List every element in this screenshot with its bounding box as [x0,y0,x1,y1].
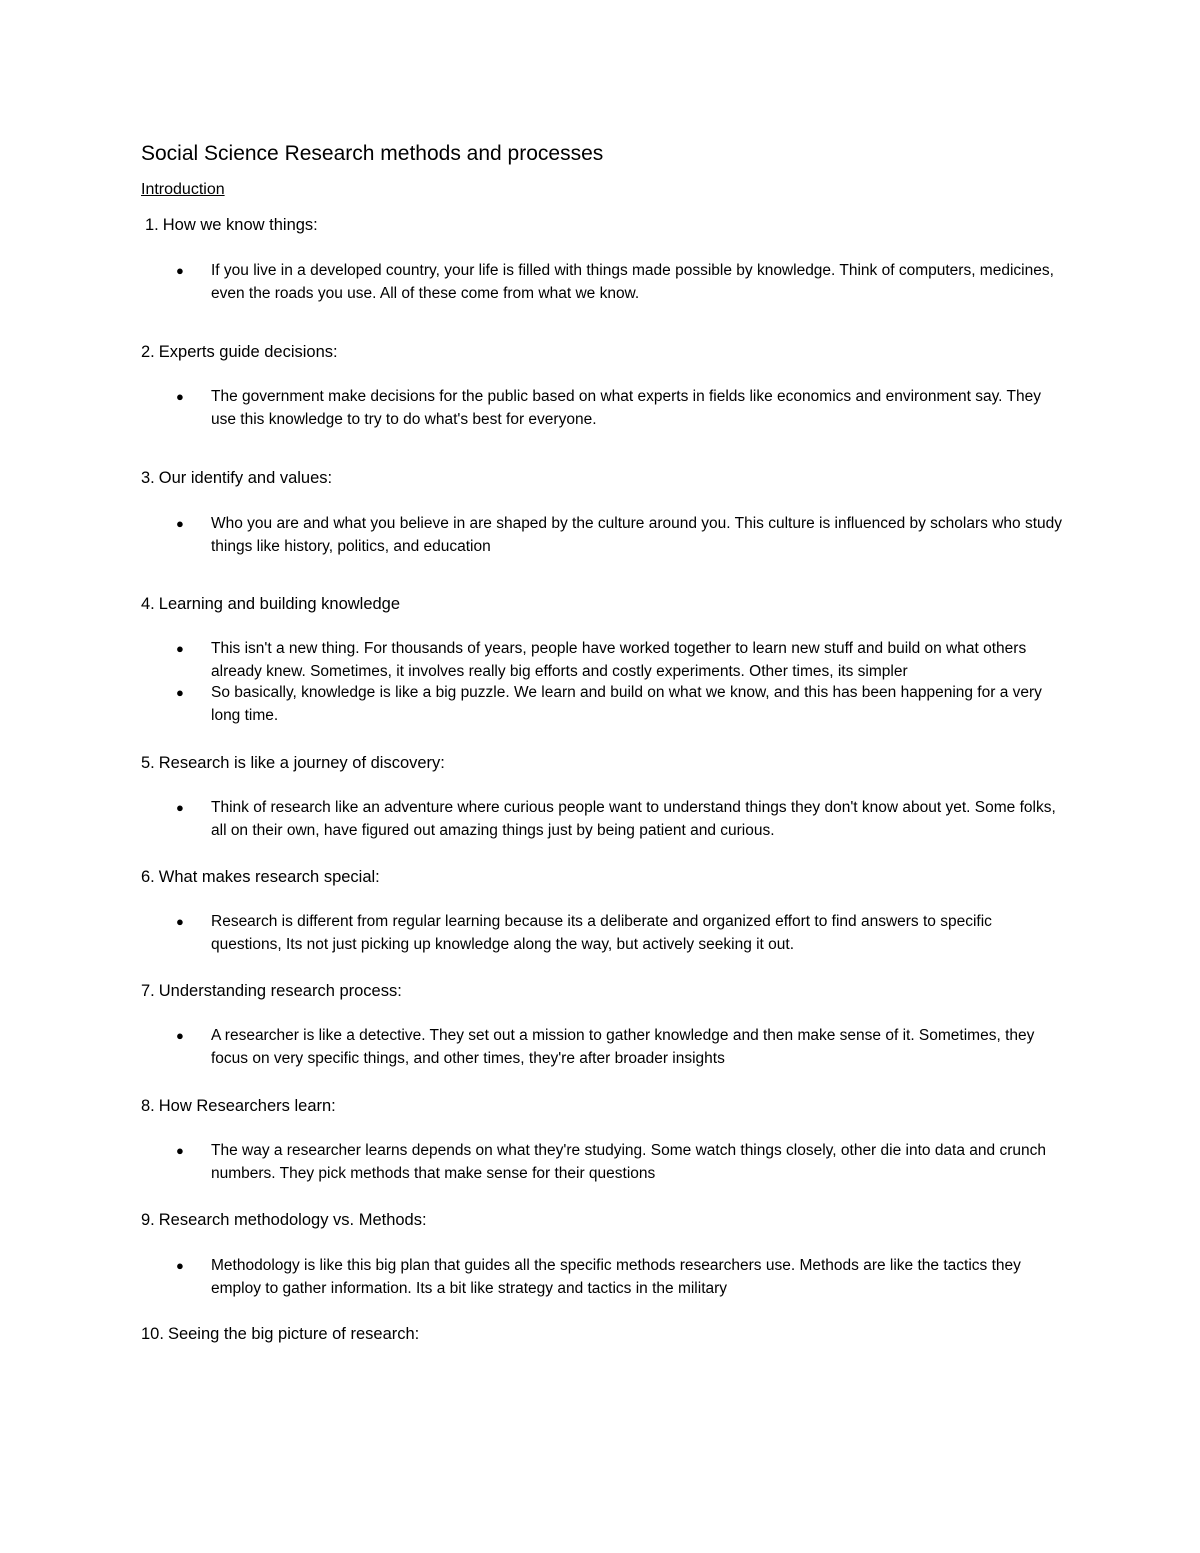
section-number: 4. [141,595,155,613]
bullet-dot-icon: ● [176,1143,184,1158]
bullet-item [176,638,1066,683]
bullet-text: Research is different from regular learning because its a deliberate and organized effort to find answers to specific questions, Its not just picking up knowledge along the way, but actively seeking it out. [211,913,992,953]
section-number: 6. [141,868,155,886]
bullet-dot-icon: ● [176,389,184,404]
section-heading-text: Research methodology vs. Methods: [158,1211,427,1229]
section-heading-text: Experts guide decisions: [158,343,338,361]
section-heading-text: What makes research special: [158,868,380,886]
bullet-text: So basically, knowledge is like a big puzzle. We learn and build on what we know, and this has been happening for a very long time. [211,684,1042,724]
bullet-dot-icon: ● [176,516,184,531]
section-heading-text: Learning and building knowledge [158,595,401,613]
section-number: 5. [141,754,155,772]
section-heading [141,1323,419,1345]
bullet-item [176,797,1066,842]
bullet-text: Think of research like an adventure where curious people want to understand things they don't know about yet. Some folks, all on their own, have figured out amazing things just by being patient and curious. [211,799,1056,839]
bullet-item [176,260,1066,305]
section-heading [141,866,380,888]
document-subtitle: Introduction [141,181,225,198]
bullet-dot-icon: ● [176,1028,184,1043]
section-heading [141,1095,336,1117]
bullet-text: Methodology is like this big plan that guides all the specific methods researchers use. Methods are like the tactics they employ to gather information. Its a bit like strategy and tactics in the military [211,1257,1021,1297]
section-heading-text: Research is like a journey of discovery: [158,754,445,772]
bullet-item [176,1140,1066,1185]
section-number: 3. [141,469,155,487]
bullet-item [176,911,1066,956]
bullet-item [176,386,1066,431]
bullet-text: Who you are and what you believe in are shaped by the culture around you. This culture is influenced by scholars who study things like history, politics, and education [211,515,1062,555]
bullet-text: The way a researcher learns depends on what they're studying. Some watch things closely, other die into data and crunch numbers. They pick methods that make sense for their questions [211,1142,1046,1182]
section-heading-text: How we know things: [162,216,318,234]
bullet-text: A researcher is like a detective. They set out a mission to gather knowledge and then make sense of it. Sometimes, they focus on very specific things, and other times, they're after broader insights [211,1027,1035,1067]
section-heading [141,593,400,615]
section-heading-text: Understanding research process: [158,982,402,1000]
section-heading-text: Our identify and values: [158,469,333,487]
section-number: 2. [141,343,155,361]
bullet-dot-icon: ● [176,263,184,278]
section-heading [141,467,332,489]
section-number: 9. [141,1211,155,1229]
section-number: 1. [145,216,159,234]
section-heading [141,752,445,774]
section-number: 8. [141,1097,155,1115]
bullet-text: The government make decisions for the public based on what experts in fields like economics and environment say. They use this knowledge to try to do what's best for everyone. [211,388,1041,428]
document-title: Social Science Research methods and processes [141,142,604,165]
section-heading [141,980,402,1002]
bullet-dot-icon: ● [176,685,184,700]
bullet-dot-icon: ● [176,914,184,929]
section-number: 7. [141,982,155,1000]
section-heading [145,214,318,236]
section-heading-text: Seeing the big picture of research: [167,1325,420,1343]
section-heading-text: How Researchers learn: [158,1097,336,1115]
bullet-dot-icon: ● [176,800,184,815]
bullet-text: This isn't a new thing. For thousands of years, people have worked together to learn new stuff and build on what others already knew. Sometimes, it involves really big efforts and costly experiments. Other times, its simpler [211,640,1027,680]
section-heading [141,341,338,363]
section-number: 10. [141,1325,164,1343]
section-heading [141,1209,427,1231]
bullet-text: If you live in a developed country, your life is filled with things made possible by knowledge. Think of computers, medicines, even the roads you use. All of these come from what we know. [211,262,1054,302]
bullet-item [176,513,1066,558]
bullet-dot-icon: ● [176,1258,184,1273]
bullet-item [176,1025,1066,1070]
bullet-item [176,1255,1066,1300]
bullet-item [176,682,1066,727]
bullet-dot-icon: ● [176,641,184,656]
